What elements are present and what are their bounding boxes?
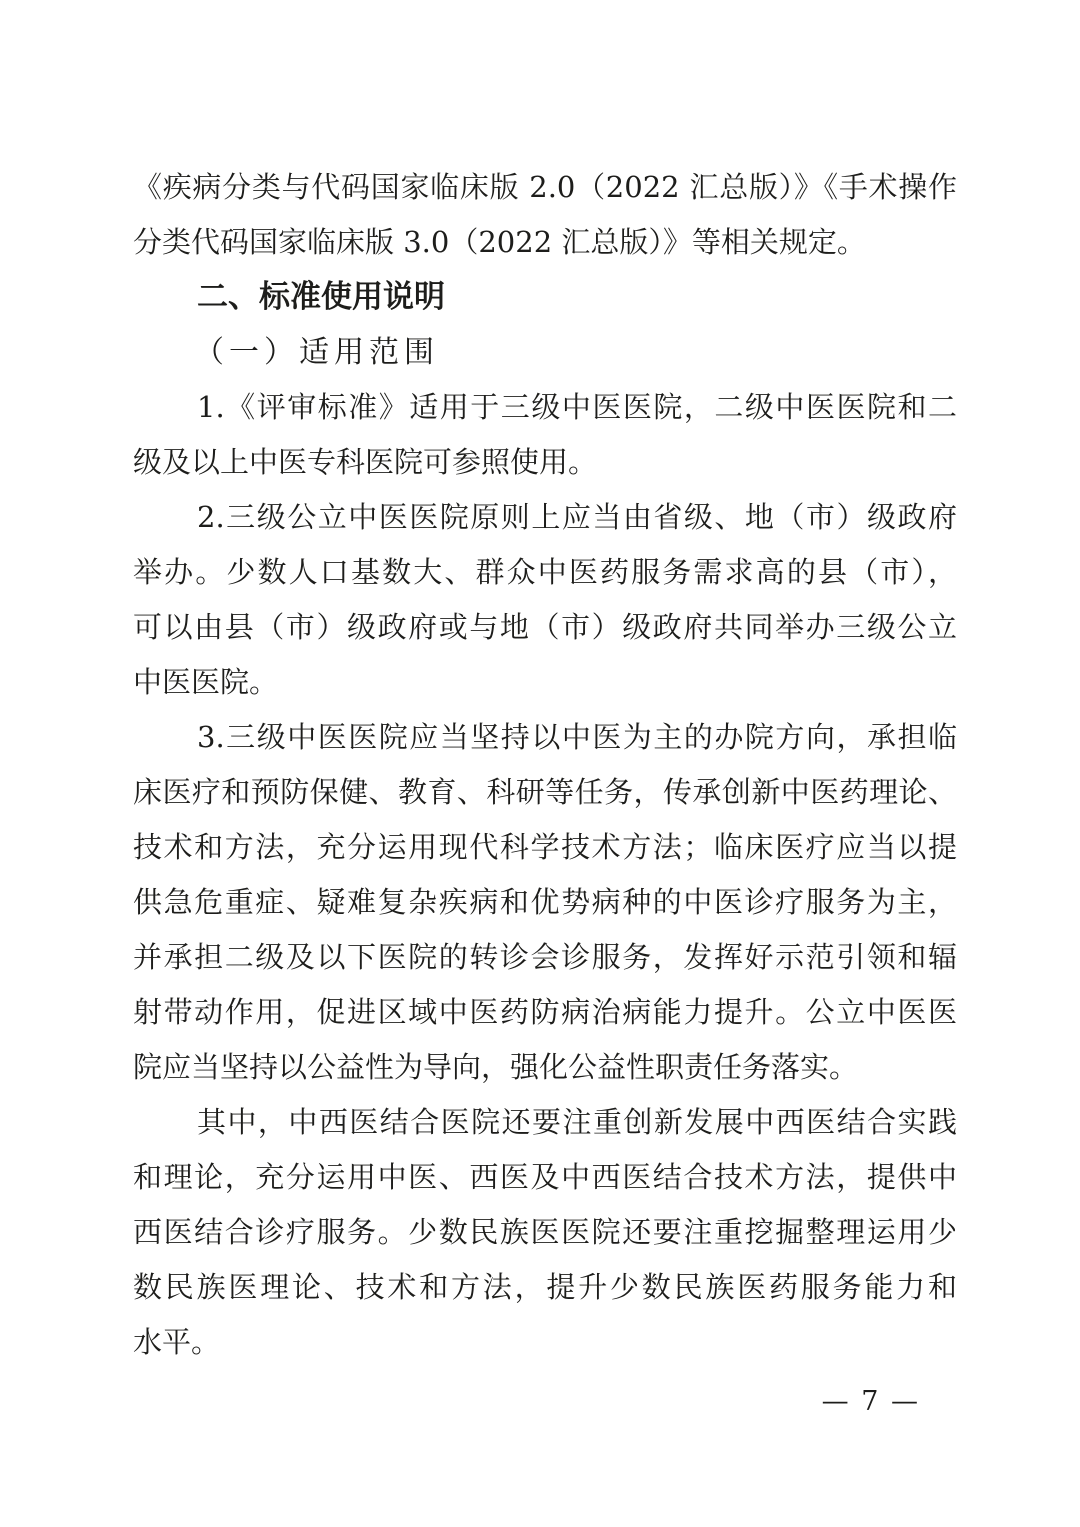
text-line: 2.三级公立中医医院原则上应当由省级、地（市）级政府 xyxy=(197,500,957,534)
subheading xyxy=(133,325,957,380)
text-line: 射带动作用，促进区域中医药防病治病能力提升。公立中医医 xyxy=(133,995,957,1029)
document-content xyxy=(133,160,957,1370)
text-line: 院应当坚持以公益性为导向，强化公益性职责任务落实。 xyxy=(133,1050,859,1084)
text-line: 供急危重症、疑难复杂疾病和优势病种的中医诊疗服务为主， xyxy=(133,885,957,919)
heading xyxy=(133,270,957,325)
subheading-line: （一）适用范围 xyxy=(194,335,439,370)
page-number: — 7 — xyxy=(821,1386,920,1417)
text-line: 其中，中西医结合医院还要注重创新发展中西医结合实践 xyxy=(197,1105,957,1139)
text-line: 技术和方法，充分运用现代科学技术方法；临床医疗应当以提 xyxy=(133,830,957,864)
text-line: 分类代码国家临床版 3.0（2022 汇总版）》等相关规定。 xyxy=(133,225,866,259)
paragraph xyxy=(133,380,957,490)
text-line: 级及以上中医专科医院可参照使用。 xyxy=(133,445,598,479)
paragraph xyxy=(133,710,957,1095)
paragraph xyxy=(133,1095,957,1370)
text-line: 举办。少数人口基数大、群众中医药服务需求高的县（市）， xyxy=(133,555,957,589)
text-line: 1.《评审标准》适用于三级中医医院，二级中医医院和二 xyxy=(197,390,957,424)
paragraph xyxy=(133,490,957,710)
text-line: 和理论，充分运用中医、西医及中西医结合技术方法，提供中 xyxy=(133,1160,957,1194)
text-line: 西医结合诊疗服务。少数民族医医院还要注重挖掘整理运用少 xyxy=(133,1215,957,1249)
heading-line: 二、标准使用说明 xyxy=(197,279,445,315)
text-line: 3.三级中医医院应当坚持以中医为主的办院方向，承担临 xyxy=(197,720,957,754)
text-line: 并承担二级及以下医院的转诊会诊服务，发挥好示范引领和辐 xyxy=(133,940,957,974)
text-line: 可以由县（市）级政府或与地（市）级政府共同举办三级公立 xyxy=(133,610,957,644)
text-line: 《疾病分类与代码国家临床版 2.0（2022 汇总版）》《手术操作 xyxy=(133,170,957,204)
page-footer xyxy=(822,1386,920,1418)
paragraph xyxy=(133,160,957,270)
text-line: 数民族医理论、技术和方法，提升少数民族医药服务能力和 xyxy=(133,1270,957,1304)
text-line: 中医医院。 xyxy=(133,665,279,699)
text-line: 床医疗和预防保健、教育、科研等任务，传承创新中医药理论、 xyxy=(133,775,957,809)
text-line: 水平。 xyxy=(133,1325,221,1359)
